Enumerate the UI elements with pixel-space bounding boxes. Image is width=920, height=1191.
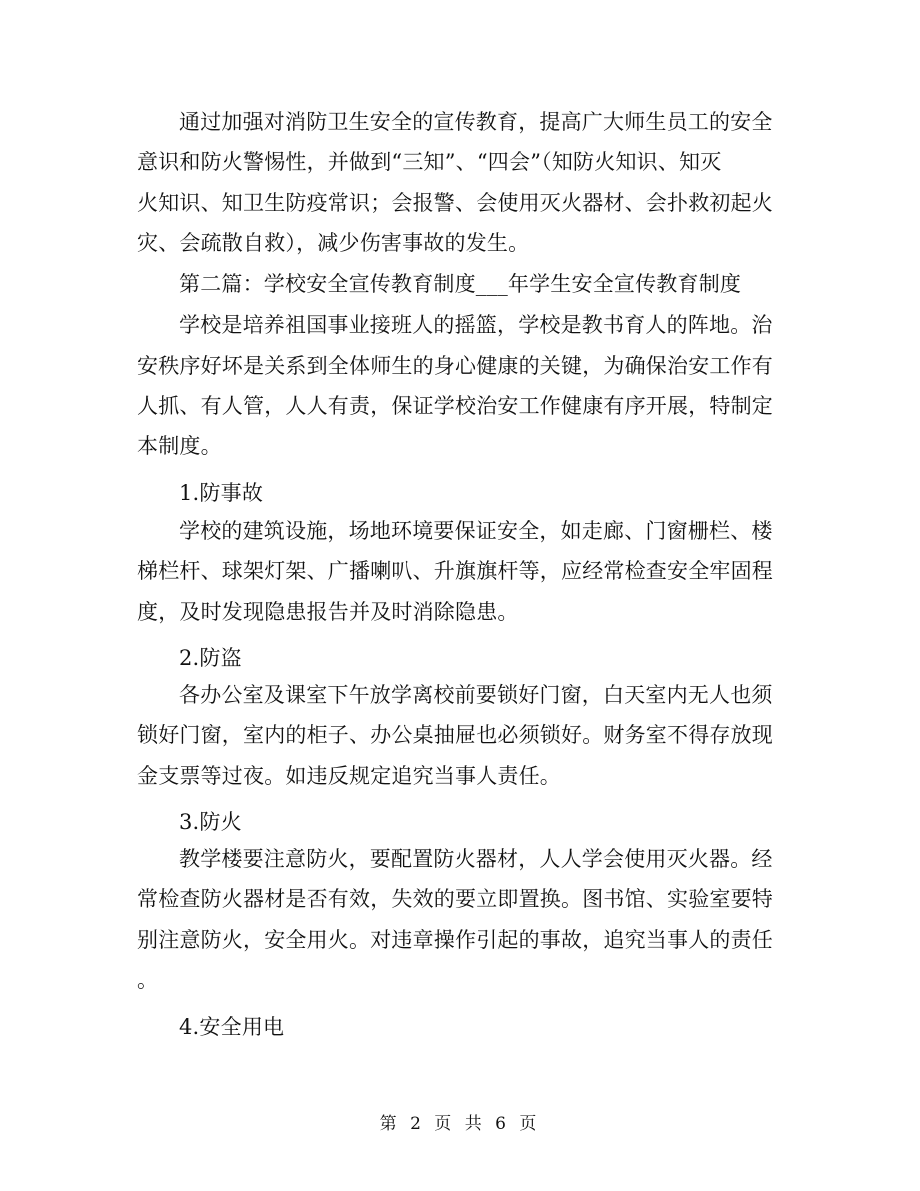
subheading-3: 3.防火 — [179, 810, 242, 834]
paragraph-5-line-3: 度，及时发现隐患报告并及时消除隐患。 — [137, 600, 519, 624]
paragraph-1-line-3: 火知识、知卫生防疫常识；会报警、会使用灭火器材、会扑救初起火 — [137, 191, 773, 215]
paragraph-3-line-1: 学校是培养祖国事业接班人的摇篮，学校是教书育人的阵地。治 — [179, 313, 773, 337]
paragraph-5-line-2: 梯栏杆、球架灯架、广播喇叭、升旗旗杆等，应经常检查安全牢固程 — [137, 559, 773, 583]
page-number-footer: 第 2 页 共 6 页 — [379, 1114, 541, 1134]
paragraph-1-line-4: 灾、会疏散自救），减少伤害事故的发生。 — [137, 231, 530, 255]
subheading-1: 1.防事故 — [179, 481, 264, 505]
paragraph-9-line-2: 常检查防火器材是否有效，失效的要立即置换。图书馆、实验室要特 — [137, 887, 773, 911]
paragraph-7-line-3: 金支票等过夜。如违反规定追究当事人责任。 — [137, 764, 561, 788]
paragraph-1-line-1: 通过加强对消防卫生安全的宣传教育，提高广大师生员工的安全 — [179, 110, 773, 134]
paragraph-3-line-2: 安秩序好坏是关系到全体师生的身心健康的关键，为确保治安工作有 — [137, 354, 773, 378]
paragraph-3-line-4: 本制度。 — [137, 434, 222, 458]
paragraph-9-line-3: 别注意防火，安全用火。对违章操作引起的事故，追究当事人的责任 — [137, 928, 773, 952]
paragraph-3-line-3: 人抓、有人管，人人有责，保证学校治安工作健康有序开展，特制定 — [137, 394, 773, 418]
subheading-2: 2.防盗 — [179, 646, 242, 670]
subheading-4: 4.安全用电 — [179, 1015, 285, 1039]
paragraph-5-line-1: 学校的建筑设施，场地环境要保证安全，如走廊、门窗栅栏、楼 — [179, 519, 773, 543]
paragraph-7-line-1: 各办公室及课室下午放学离校前要锁好门窗，白天室内无人也须 — [179, 683, 773, 707]
paragraph-9-line-1: 教学楼要注意防火，要配置防火器材，人人学会使用灭火器。经 — [179, 847, 773, 871]
paragraph-1-line-2: 意识和防火警惕性，并做到“三知”、“四会”（知防火知识、知灭 — [137, 150, 722, 174]
paragraph-7-line-2: 锁好门窗，室内的柜子、办公桌抽屉也必须锁好。财务室不得存放现 — [137, 723, 773, 747]
paragraph-9-line-4: 。 — [137, 968, 159, 992]
section-heading: 第二篇：学校安全宣传教育制度___年学生安全宣传教育制度 — [179, 272, 742, 296]
